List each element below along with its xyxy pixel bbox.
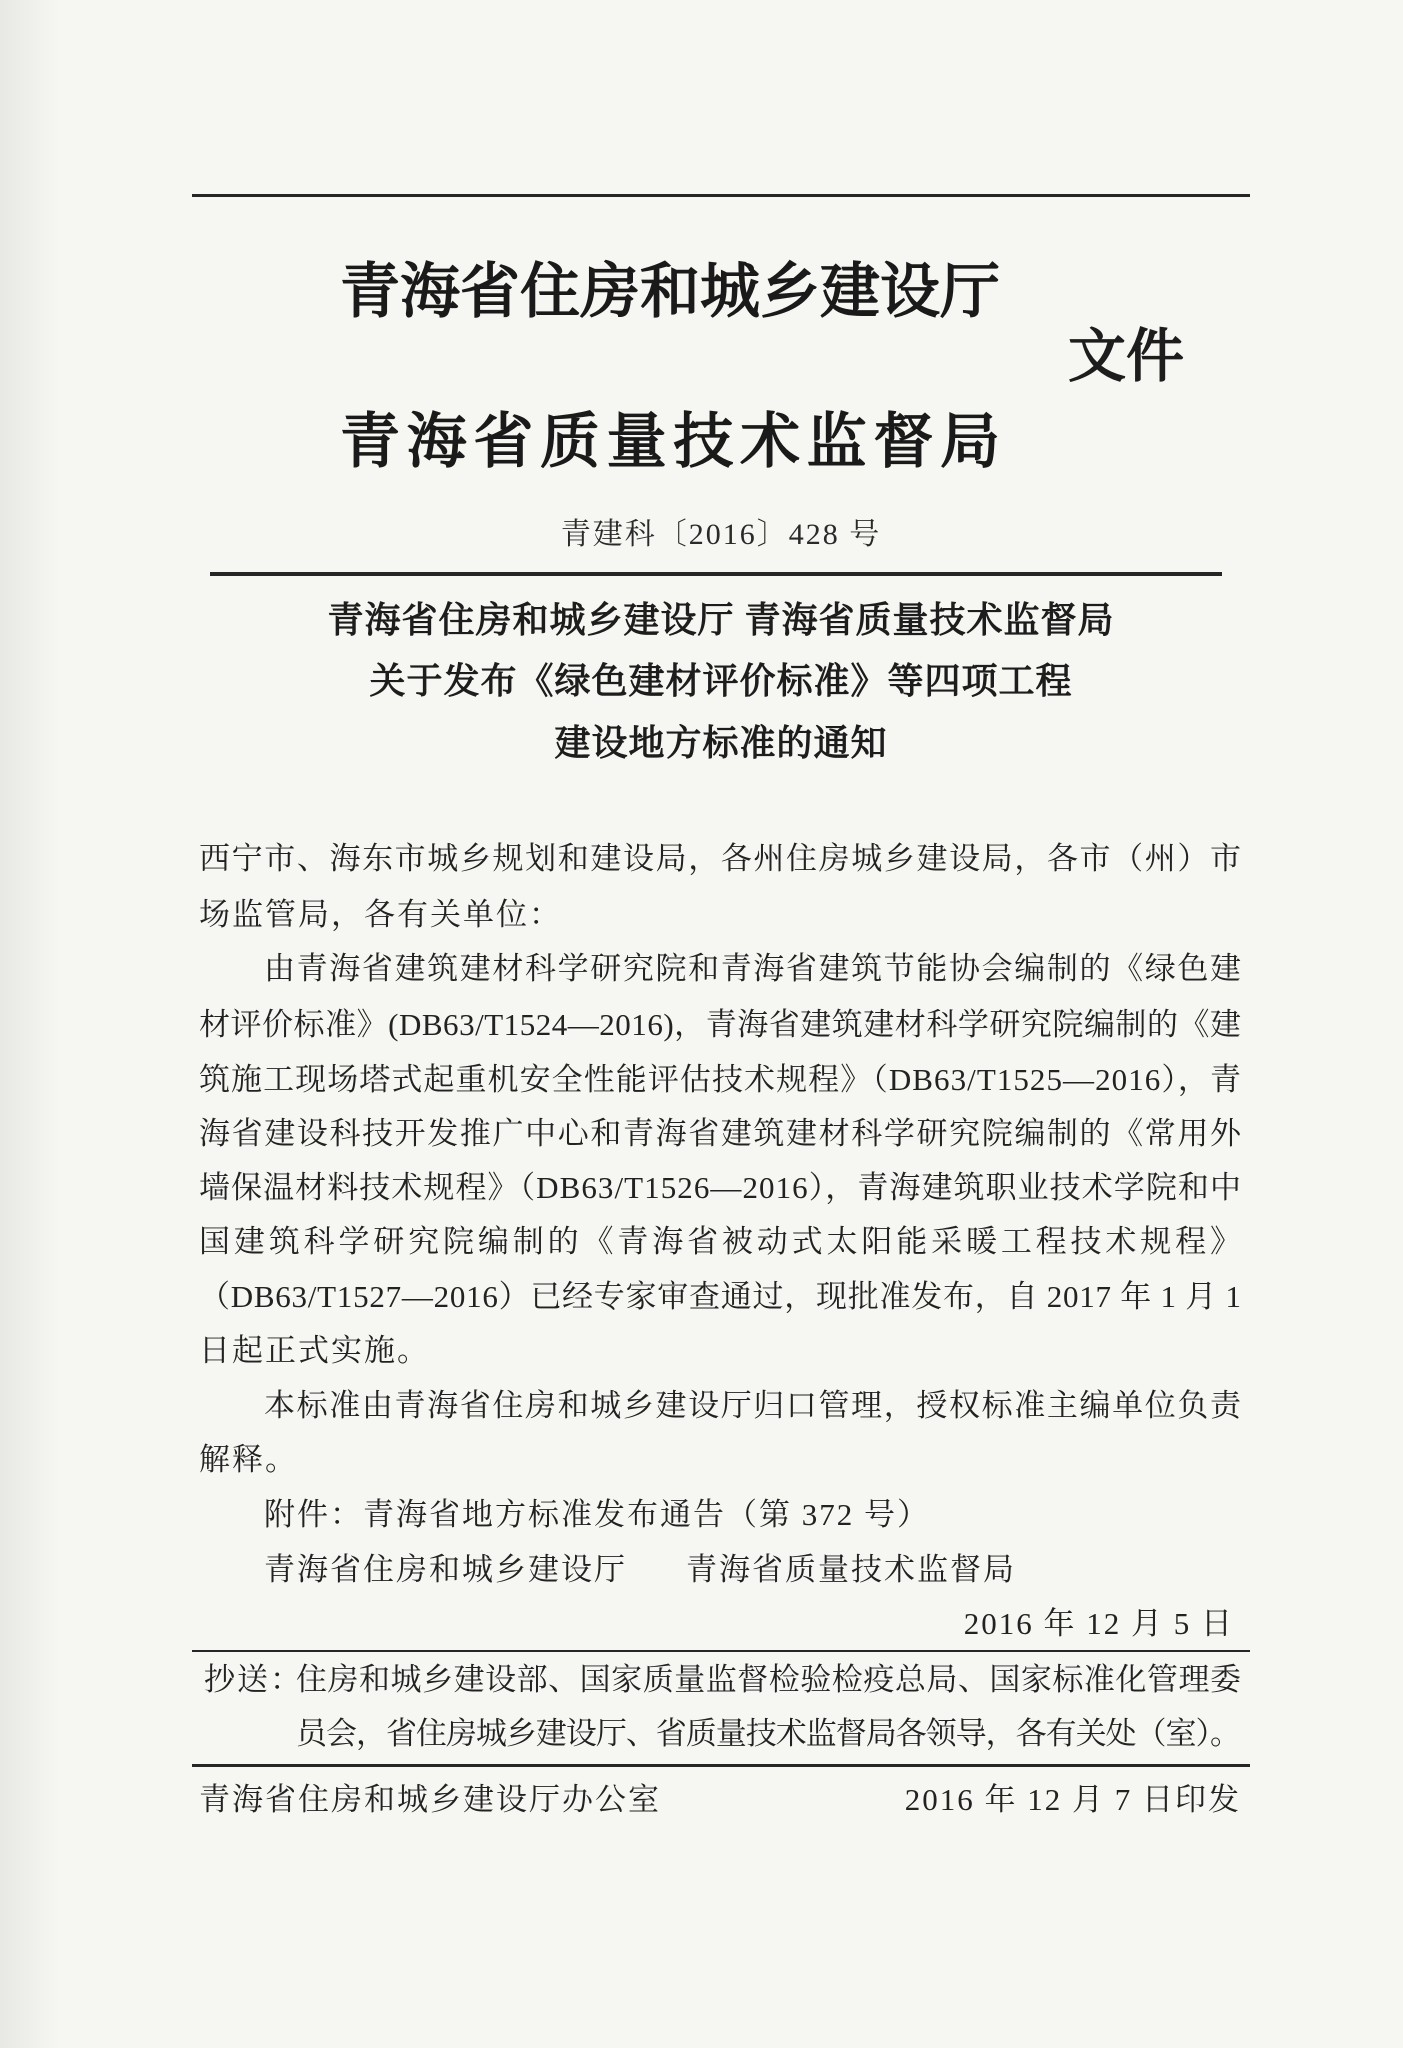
signature-date: 2016 年 12 月 5 日 (963, 1606, 1234, 1641)
body-line: 由青海省建筑建材科学研究院和青海省建筑节能协会编制的《绿色建 (264, 951, 1243, 986)
header-separator-rule (210, 572, 1222, 576)
body-line: 国建筑科学研究院编制的《青海省被动式太阳能采暖工程技术规程》 (199, 1224, 1245, 1259)
body-line: 海省建设科技开发推广中心和青海省建筑建材科学研究院编制的《常用外 (199, 1116, 1243, 1151)
body-line: 场监管局，各有关单位： (199, 897, 562, 932)
title-line-2: 关于发布《绿色建材评价标准》等四项工程 (369, 661, 1073, 701)
top-rule (192, 194, 1250, 197)
body-line: 筑施工现场塔式起重机安全性能评估技术规程》（DB63/T1525—2016），青 (199, 1062, 1243, 1097)
document-number: 青建科〔2016〕428 号 (560, 518, 882, 551)
body-line: 西宁市、海东市城乡规划和建设局，各州住房城乡建设局，各市（州）市 (199, 841, 1243, 876)
footer-print-date: 2016 年 12 月 7 日印发 (904, 1782, 1241, 1817)
cc-top-rule (192, 1650, 1250, 1652)
footer-office: 青海省住房和城乡建设厅办公室 (199, 1782, 661, 1817)
header-issuer-2: 青海省质量技术监督局 (340, 409, 1007, 475)
body-line: 材评价标准》(DB63/T1524—2016)，青海省建筑建材科学研究院编制的《建 (199, 1007, 1242, 1042)
signature-issuer-2: 青海省质量技术监督局 (686, 1552, 1016, 1587)
body-line: 本标准由青海省住房和城乡建设厅归口管理，授权标准主编单位负责 (264, 1388, 1243, 1423)
header-doc-type: 文件 (1068, 324, 1185, 389)
title-line-1: 青海省住房和城乡建设厅 青海省质量技术监督局 (327, 600, 1115, 640)
body-line: （DB63/T1527—2016）已经专家审查通过，现批准发布，自 2017 年 1 月 1 (199, 1279, 1242, 1314)
cc-bottom-rule (192, 1764, 1250, 1767)
cc-label: 抄送： (204, 1662, 303, 1697)
body-line: 解释。 (199, 1442, 298, 1477)
body-line: 墙保温材料技术规程》（DB63/T1526—2016），青海建筑职业技术学院和中 (199, 1170, 1243, 1205)
scan-edge-shadow (0, 0, 60, 2048)
attachment-line: 附件：青海省地方标准发布通告（第 372 号） (264, 1497, 930, 1532)
title-line-3: 建设地方标准的通知 (554, 723, 888, 763)
cc-line: 住房和城乡建设部、国家质量监督检验检疫总局、国家标准化管理委 (296, 1662, 1242, 1697)
signature-issuer-1: 青海省住房和城乡建设厅 (264, 1552, 627, 1587)
header-issuer-1: 青海省住房和城乡建设厅 (340, 259, 1000, 325)
body-line: 日起正式实施。 (199, 1333, 430, 1368)
cc-line: 员会，省住房城乡建设厅、省质量技术监督局各领导，各有关处（室）。 (296, 1716, 1240, 1751)
